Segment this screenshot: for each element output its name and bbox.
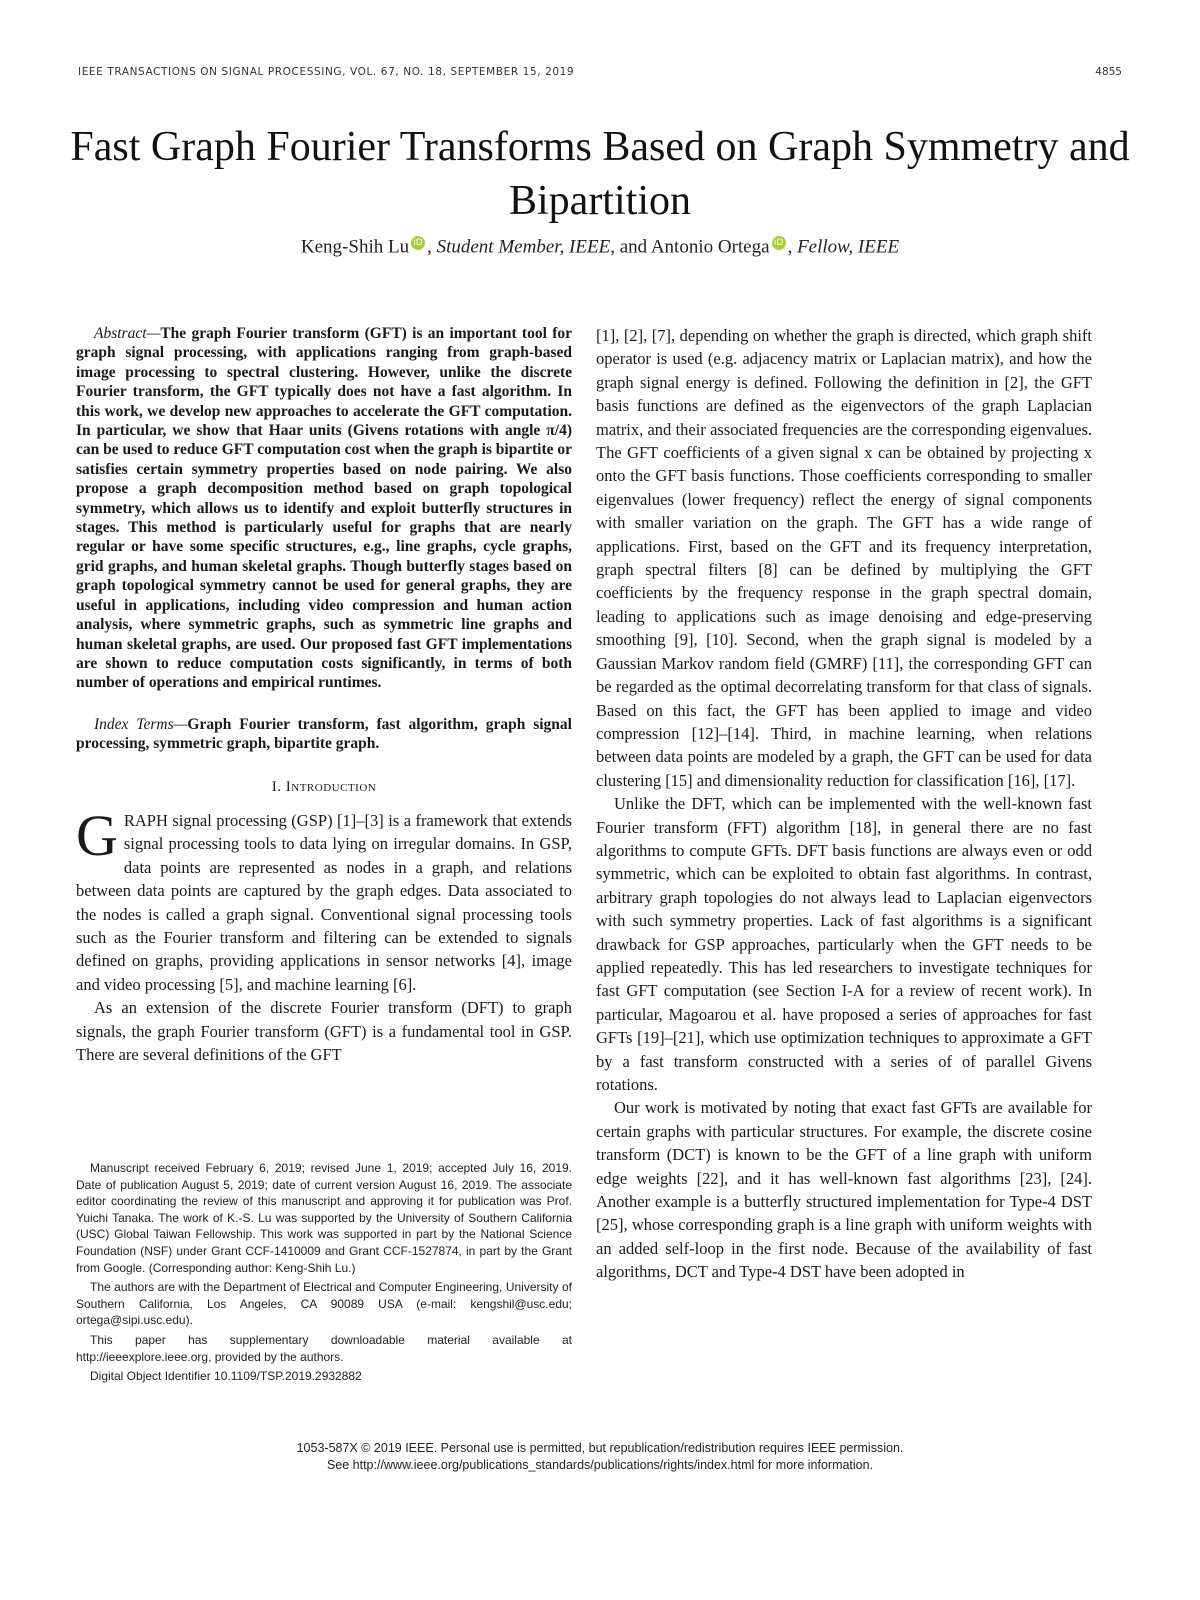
section-heading: I. Introduction xyxy=(271,778,377,795)
abstract xyxy=(76,324,572,693)
body-paragraph: Unlike the DFT, which can be implemented with the well-known fast Fourier transform (FFT) algorithm [18], in general there are no fast algorithms to compute GFTs. DFT basis functions are always even or odd symmetric, which can be exploited to obtain fast algorithms. In contrast, arbitrary graph topologies do not always lead to Laplacian eigenvectors with such symmetry properties. Lack of fast algorithms is a significant drawback for GSP approaches, particularly when the GFT needs to be applied repeatedly. This has led researchers to investigate techniques for fast GFT computation (see Section I-A for a review of recent work). In particular, Magoarou et al. have proposed a series of approaches for fast GFTs [19]–[21], which use optimization techniques to approximate a GFT by a fast transform constructed with a series of of parallel Givens rotations. xyxy=(596,794,1092,1094)
footnote: The authors are with the Department of Electrical and Computer Engineering, University of Southern California, Los Angeles, CA 90089 USA (e-mail: kengshil@usc.edu; ortega@sipi.usc.edu). xyxy=(76,1280,572,1328)
body-paragraph: [1], [2], [7], depending on whether the graph is directed, which graph shift operator is used (e.g. adjacency matrix or Laplacian matrix), and how the graph signal energy is defined. Following the definition in [2], the GFT basis functions are defined as the eigenvectors of the graph Laplacian matrix, and their associated frequencies are the corresponding eigenvalues. The GFT coefficients of a given signal x can be obtained by projecting x onto the GFT basis functions. Those coefficients corresponding to smaller eigenvalues (lower frequency) reflect the energy of signal components with smaller variation on the graph. The GFT has a wide range of applications. First, based on the GFT and its frequency interpretation, graph spectral filters [8] can be defined by multiplying the GFT coefficients by the frequency response in the graph spectral domain, leading to applications such as image denoising and edge-preserving smoothing [9], [10]. Second, when the graph signal is modeled by a Gaussian Markov random field (GMRF) [11], the corresponding GFT can be regarded as the optimal decorrelating transform for that class of signals. Based on this fact, the GFT has been applied to image and video compression [12]–[14]. Third, in machine learning, when relations between data points are modeled by a graph, the GFT can be used for data clustering [15] and dimensionality reduction for classification [16], [17]. xyxy=(596,326,1092,790)
index-terms xyxy=(76,715,572,754)
index-terms-text: Graph Fourier transform, fast algorithm, graph signal processing, symmetric graph, bipartite graph. xyxy=(76,715,572,753)
author-connector: , and xyxy=(610,236,651,258)
author-name: Keng-Shih Lu xyxy=(300,236,410,258)
author-name: Antonio Ortega xyxy=(650,236,770,258)
right-column xyxy=(596,324,1092,1284)
left-column xyxy=(76,324,572,1066)
footnote: Digital Object Identifier 10.1109/TSP.2019.2932882 xyxy=(90,1369,362,1384)
copyright-line: 1053-587X © 2019 IEEE. Personal use is permitted, but republication/redistribution requires IEEE permission. xyxy=(296,1441,904,1455)
copyright-notice xyxy=(100,1440,1100,1474)
intro-paragraph: As an extension of the discrete Fourier transform (DFT) to graph signals, the graph Fourier transform (GFT) is a fundamental tool in GSP. There are several definitions of the GFT xyxy=(76,998,572,1064)
intro-paragraph xyxy=(76,802,572,996)
author-role: Student Member, IEEE xyxy=(436,236,611,258)
running-header: IEEE TRANSACTIONS ON SIGNAL PROCESSING, VOL. 67, NO. 18, SEPTEMBER 15, 2019 xyxy=(78,66,575,78)
abstract-lead: Abstract— xyxy=(94,325,161,342)
index-terms-lead: Index Terms— xyxy=(94,715,188,733)
drop-cap: G xyxy=(76,802,118,868)
intro-text: RAPH signal processing (GSP) [1]–[3] is a framework that extends signal processing tools to data lying on irregular domains. In GSP, data points are represented as nodes in a graph, and relations between data points are captured by the graph edges. Data associated to the nodes is called a graph signal. Conventional signal processing tools such as the Fourier transform and filtering can be extended to signals defined on graphs, providing applications in sensor networks [4], image and video processing [5], and machine learning [6]. xyxy=(76,810,572,994)
abstract-text: The graph Fourier transform (GFT) is an important tool for graph signal processing, with applications ranging from graph-based image processing to spectral clustering. However, unlike the discrete Fourier transform, the GFT typically does not have a fast algorithm. In this work, we develop new approaches to accelerate the GFT computation. In particular, we show that Haar units (Givens rotations with angle π/4) can be used to reduce GFT computation cost when the graph is bipartite or satisfies certain symmetry properties based on node pairing. We also propose a graph decomposition method based on graph topological symmetry, which allows us to identify and exploit butterfly structures in stages. This method is particularly useful for graphs that are nearly regular or have some specific structures, e.g., line graphs, cycle graphs, grid graphs, and human skeletal graphs. Though butterfly stages based on graph topological symmetry cannot be used for general graphs, they are useful in applications, including video compression and human action analysis, where symmetric graphs, such as symmetric line graphs and human skeletal graphs, are used. Our proposed fast GFT implementations are shown to reduce computation costs significantly, in terms of both number of operations and empirical runtimes. xyxy=(76,325,572,692)
footnote: Manuscript received February 6, 2019; revised June 1, 2019; accepted July 16, 2019. Date of publication August 5, 2019; date of current version August 16, 2019. The associate editor coordinating the review of this manuscript and approving it for publication was Prof. Yuichi Tanaka. The work of K.-S. Lu was supported by the University of Southern California (USC) Global Taiwan Fellowship. This work was supported in part by the National Science Foundation (NSF) under Grant CCF-1410009 and Grant CCF-1527874, in part by the Grant from Google. (Corresponding author: Keng-Shih Lu.) xyxy=(76,1161,572,1275)
footnotes xyxy=(76,1160,572,1388)
paper-title: Fast Graph Fourier Transforms Based on Graph Symmetry and Bipartition xyxy=(70,124,1130,224)
orcid-icon[interactable]: iD xyxy=(772,236,786,250)
body-paragraph: Our work is motivated by noting that exact fast GFTs are available for certain graphs with particular structures. For example, the discrete cosine transform (DCT) is known to be the GFT of a line graph with uniform edge weights [22], and it has well-known fast algorithms [23], [24]. Another example is a butterfly structured implementation for Type-4 DST [25], whose corresponding graph is a line graph with uniform weights with an added self-loop in the first node. Because of the availability of fast algorithms, DCT and Type-4 DST have been adopted in xyxy=(596,1098,1092,1282)
author-line: Keng-Shih Lu iD , Student Member, IEEE, and Antonio Ortega iD , Fellow, IEEE xyxy=(300,236,900,258)
orcid-icon[interactable]: iD xyxy=(411,236,425,250)
copyright-line: See http://www.ieee.org/publications_standards/publications/rights/index.html for more information. xyxy=(326,1458,874,1472)
page-number: 4855 xyxy=(1095,66,1122,78)
footnote: This paper has supplementary downloadable material available at http://ieeexplore.ieee.org, provided by the authors. xyxy=(76,1332,572,1364)
author-role: Fellow, IEEE xyxy=(797,236,900,258)
